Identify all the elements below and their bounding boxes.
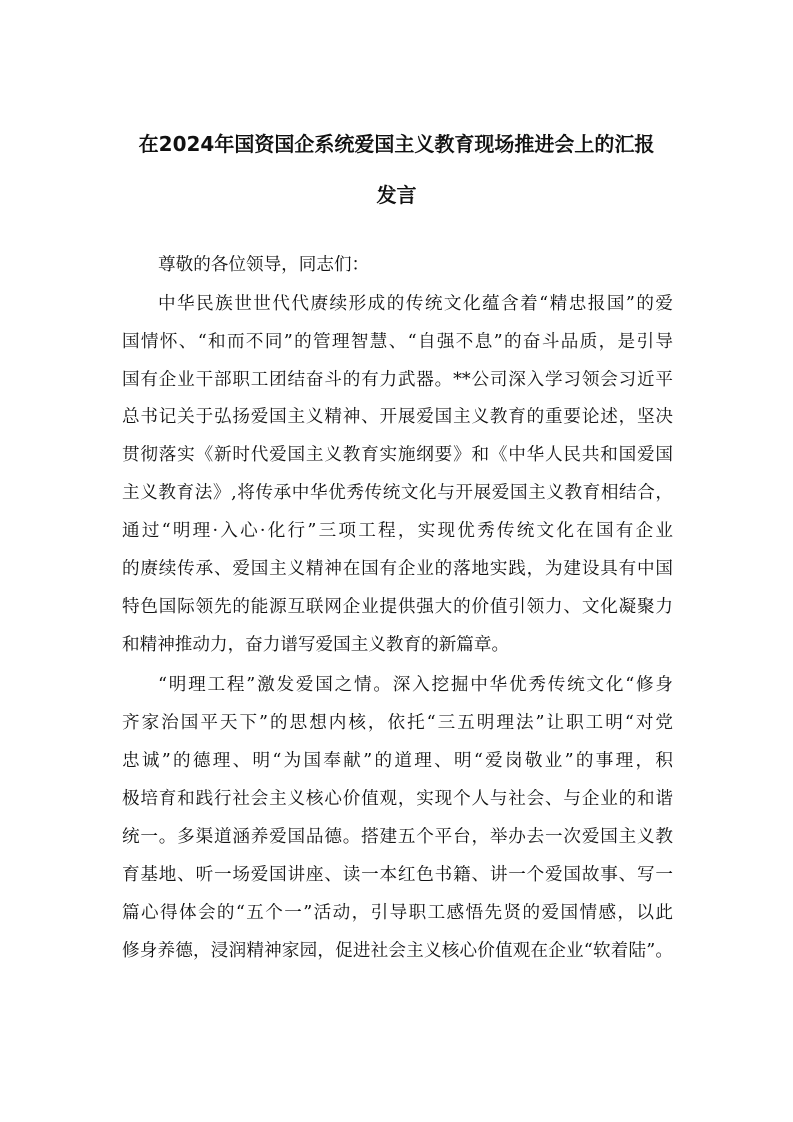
paragraph-line: 极培育和践行社会主义核心价值观，实现个人与社会、与企业的和谐 (122, 789, 673, 809)
paragraph-line: 中华民族世世代代赓续形成的传统文化蕴含着“精忠报国”的爱 (158, 294, 673, 314)
paragraph-line: 贯彻落实《新时代爱国主义教育实施纲要》和《中华人民共和国爱国 (122, 445, 673, 465)
paragraph-line: 的赓续传承、爱国主义精神在国有企业的落地实践，为建设具有中国 (122, 559, 673, 579)
paragraph-line: 育基地、听一场爱国讲座、读一本红色书籍、讲一个爱国故事、写一 (122, 865, 673, 885)
paragraph-line: “明理工程”激发爱国之情。深入挖掘中华优秀传统文化“修身 (158, 675, 673, 695)
document-title-line-2: 发言 (376, 183, 417, 207)
paragraph-line: 通过“明理·入心·化行”三项工程，实现优秀传统文化在国有企业 (122, 521, 673, 541)
paragraph-line: 篇心得体会的“五个一”活动，引导职工感悟先贤的爱国情感，以此 (122, 903, 673, 923)
paragraph-line: 统一。多渠道涵养爱国品德。搭建五个平台，举办去一次爱国主义教 (122, 827, 673, 847)
paragraph-line: 特色国际领先的能源互联网企业提供强大的价值引领力、文化凝聚力 (122, 597, 673, 617)
paragraph-line: 齐家治国平天下”的思想内核，依托“三五明理法”让职工明“对党 (122, 713, 673, 733)
paragraph-line: 修身养德，浸润精神家园，促进社会主义核心价值观在企业“软着陆”。 (122, 941, 673, 961)
salutation: 尊敬的各位领导，同志们： (158, 255, 370, 275)
paragraph-line: 忠诚”的德理、明“为国奉献”的道理、明“爱岗敬业”的事理，积 (122, 751, 673, 771)
paragraph-line: 国有企业干部职工团结奋斗的有力武器。**公司深入学习领会习近平 (122, 370, 673, 390)
document-title-line-1: 在2024年国资国企系统爱国主义教育现场推进会上的汇报 (138, 132, 655, 156)
paragraph-line: 和精神推动力，奋力谱写爱国主义教育的新篇章。 (122, 635, 510, 655)
paragraph-line: 总书记关于弘扬爱国主义精神、开展爱国主义教育的重要论述，坚决 (122, 407, 673, 427)
paragraph-line: 主义教育法》,将传承中华优秀传统文化与开展爱国主义教育相结合， (122, 483, 673, 503)
paragraph-line: 国情怀、“和而不同”的管理智慧、“自强不息”的奋斗品质，是引导 (122, 332, 673, 352)
